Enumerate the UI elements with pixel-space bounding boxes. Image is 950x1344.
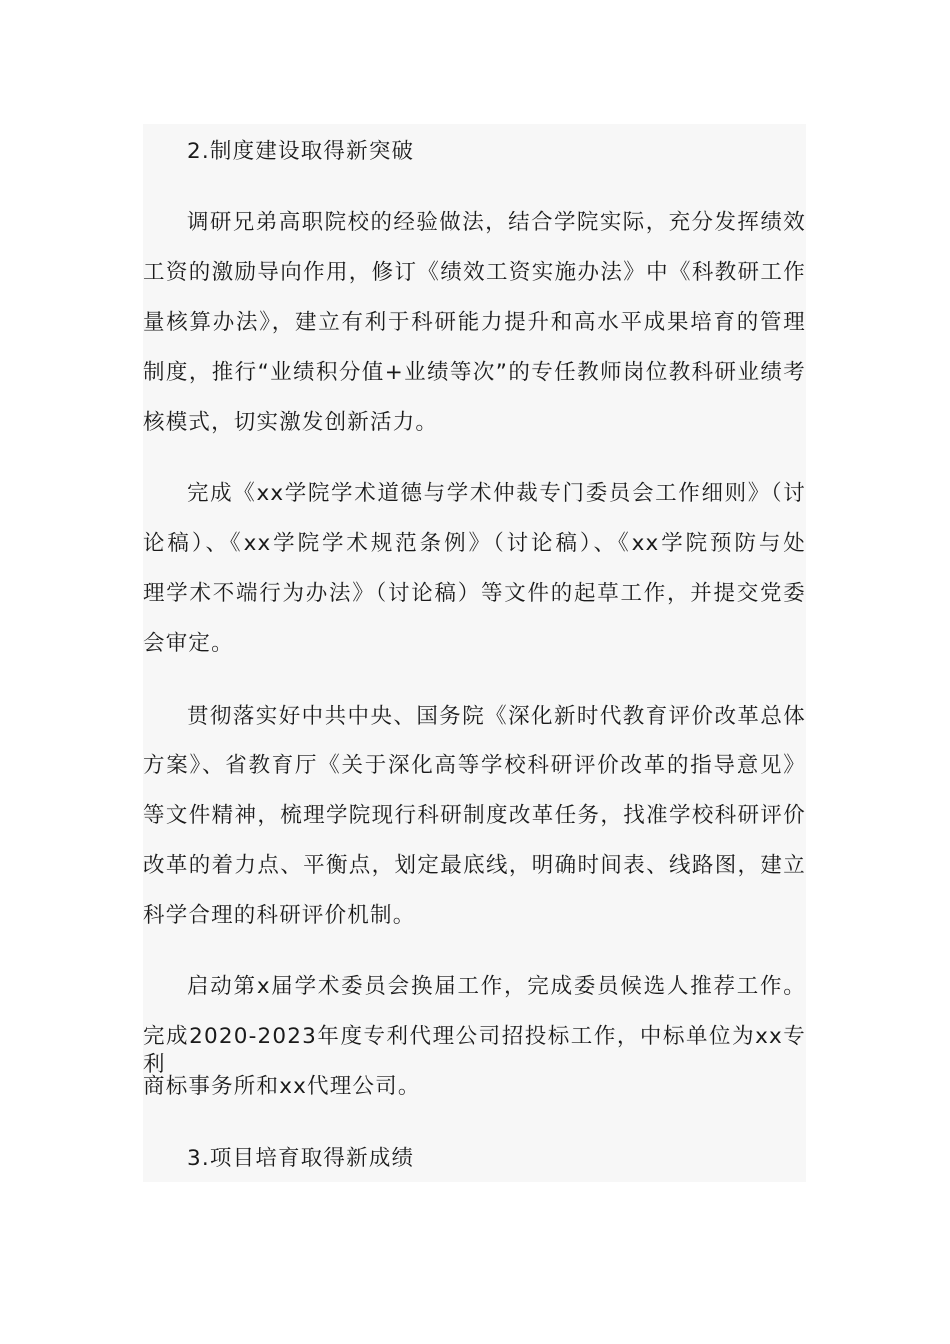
paragraph-1-line-3: 量核算办法》，建立有利于科研能力提升和高水平成果培育的管理	[143, 310, 806, 335]
section-heading-3: 3.项目培育取得新成绩	[187, 1146, 415, 1171]
section-heading-2: 2.制度建设取得新突破	[187, 139, 415, 164]
paragraph-2-line-2: 论稿）、《xx学院学术规范条例》（讨论稿）、《xx学院预防与处	[143, 531, 806, 556]
paragraph-2-line-1: 完成《xx学院学术道德与学术仲裁专门委员会工作细则》（讨	[187, 481, 806, 506]
paragraph-3-line-2: 方案》、省教育厅《关于深化高等学校科研评价改革的指导意见》	[143, 753, 806, 778]
paragraph-4-line-2: 完成2020-2023年度专利代理公司招投标工作，中标单位为xx专利	[143, 1024, 806, 1077]
paragraph-2-line-4: 会审定。	[143, 631, 234, 656]
paragraph-3-line-4: 改革的着力点、平衡点，划定最底线，明确时间表、线路图，建立	[143, 853, 806, 878]
paragraph-3-line-3: 等文件精神，梳理学院现行科研制度改革任务，找准学校科研评价	[143, 803, 806, 828]
paragraph-3-line-5: 科学合理的科研评价机制。	[143, 903, 416, 928]
paragraph-2-line-3: 理学术不端行为办法》（讨论稿）等文件的起草工作，并提交党委	[143, 581, 806, 606]
paragraph-3-line-1: 贯彻落实好中共中央、国务院《深化新时代教育评价改革总体	[187, 704, 806, 729]
paragraph-1-line-2: 工资的激励导向作用，修订《绩效工资实施办法》中《科教研工作	[143, 260, 806, 285]
paragraph-4-line-3: 商标事务所和xx代理公司。	[143, 1074, 421, 1099]
paragraph-1-line-1: 调研兄弟高职院校的经验做法，结合学院实际，充分发挥绩效	[187, 210, 806, 235]
paragraph-4-line-1: 启动第x届学术委员会换届工作，完成委员候选人推荐工作。	[187, 974, 806, 999]
paragraph-1-line-4: 制度，推行“业绩积分值+业绩等次”的专任教师岗位教科研业绩考	[143, 360, 806, 385]
paragraph-1-line-5: 核模式，切实激发创新活力。	[143, 410, 439, 435]
